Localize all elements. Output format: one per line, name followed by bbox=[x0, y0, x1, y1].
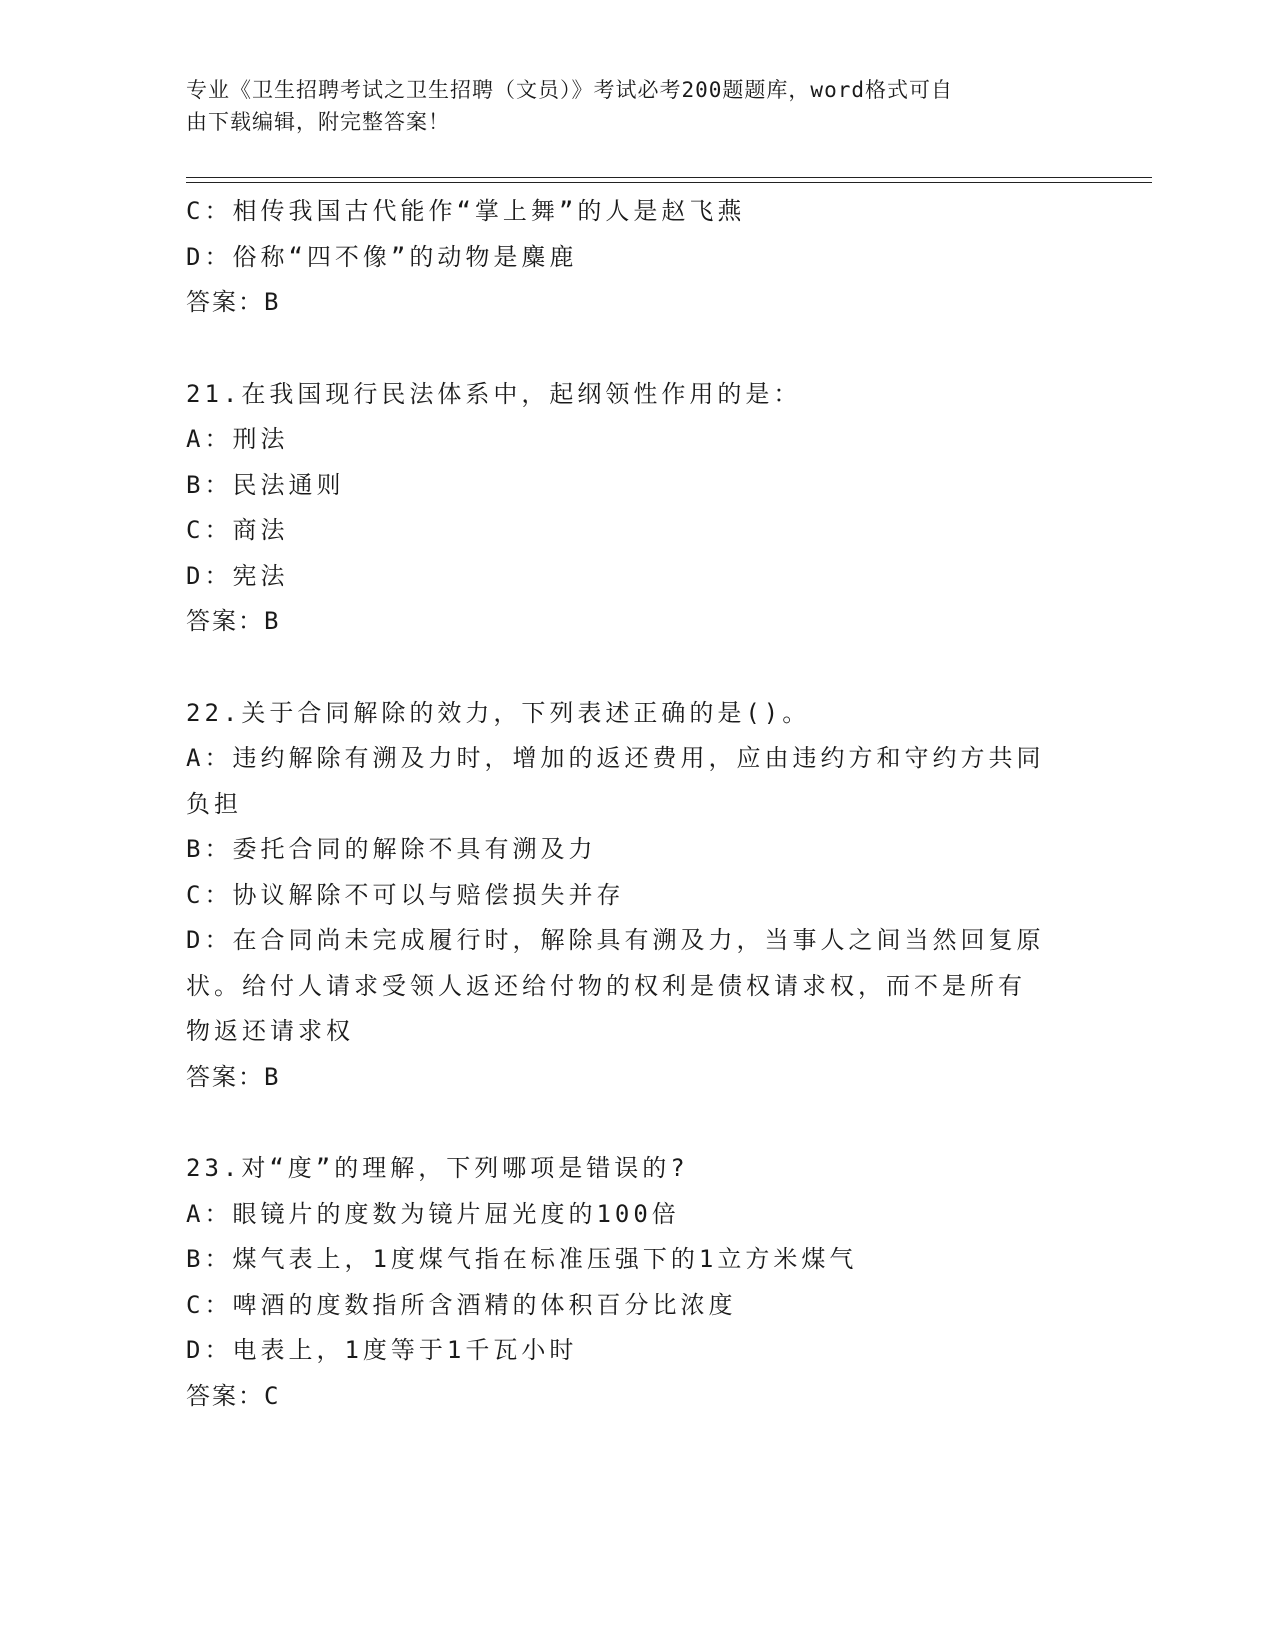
header-divider-top bbox=[186, 177, 1152, 178]
spacer bbox=[186, 326, 1086, 372]
option-b: B：民法通则 bbox=[186, 470, 345, 499]
option-d-line-3: 物返还请求权 bbox=[186, 1017, 354, 1045]
option-a: A：刑法 bbox=[186, 425, 289, 453]
option-c: C：啤酒的度数指所含酒精的体积百分比浓度 bbox=[186, 1290, 737, 1319]
question-21 bbox=[186, 372, 1086, 645]
header-divider-bottom bbox=[186, 182, 1152, 183]
option-d: D：电表上，1度等于1千瓦小时 bbox=[186, 1336, 578, 1364]
header-line-2: 由下载编辑，附完整答案！ bbox=[186, 110, 450, 134]
question-22 bbox=[186, 691, 1086, 1101]
answer: 答案：B bbox=[186, 607, 281, 635]
question-list bbox=[186, 189, 1086, 1419]
answer: 答案：B bbox=[186, 288, 281, 316]
spacer bbox=[186, 645, 1086, 691]
option-d: D：俗称“四不像”的动物是麋鹿 bbox=[186, 242, 578, 271]
question-stem: 21.在我国现行民法体系中，起纲领性作用的是： bbox=[186, 379, 802, 408]
option-c: C：相传我国古代能作“掌上舞”的人是赵飞燕 bbox=[186, 197, 746, 225]
option-d-line-2: 状。给付人请求受领人返还给付物的权利是债权请求权，而不是所有 bbox=[186, 971, 1026, 1000]
option-d-line-1: D：在合同尚未完成履行时，解除具有溯及力，当事人之间当然回复原 bbox=[186, 926, 1045, 954]
option-a-line-1: A：违约解除有溯及力时，增加的返还费用，应由违约方和守约方共同 bbox=[186, 744, 1045, 772]
question-stem: 22.关于合同解除的效力，下列表述正确的是()。 bbox=[186, 698, 811, 727]
header-line-1: 专业《卫生招聘考试之卫生招聘（文员）》考试必考200题题库，word格式可自 bbox=[186, 78, 953, 102]
answer: 答案：C bbox=[186, 1381, 281, 1410]
document-header bbox=[186, 74, 1086, 138]
question-stem: 23.对“度”的理解，下列哪项是错误的? bbox=[186, 1154, 689, 1182]
option-a: A：眼镜片的度数为镜片屈光度的100倍 bbox=[186, 1199, 680, 1228]
option-b: B：煤气表上，1度煤气指在标准压强下的1立方米煤气 bbox=[186, 1245, 858, 1273]
option-c: C：商法 bbox=[186, 516, 289, 544]
option-b: B：委托合同的解除不具有溯及力 bbox=[186, 835, 597, 863]
option-c: C：协议解除不可以与赔偿损失并存 bbox=[186, 880, 625, 909]
spacer bbox=[186, 1100, 1086, 1146]
answer: 答案：B bbox=[186, 1062, 281, 1091]
option-a-line-2: 负担 bbox=[186, 789, 242, 818]
question-20-tail bbox=[186, 189, 1086, 326]
question-23 bbox=[186, 1146, 1086, 1419]
option-d: D：宪法 bbox=[186, 561, 289, 590]
